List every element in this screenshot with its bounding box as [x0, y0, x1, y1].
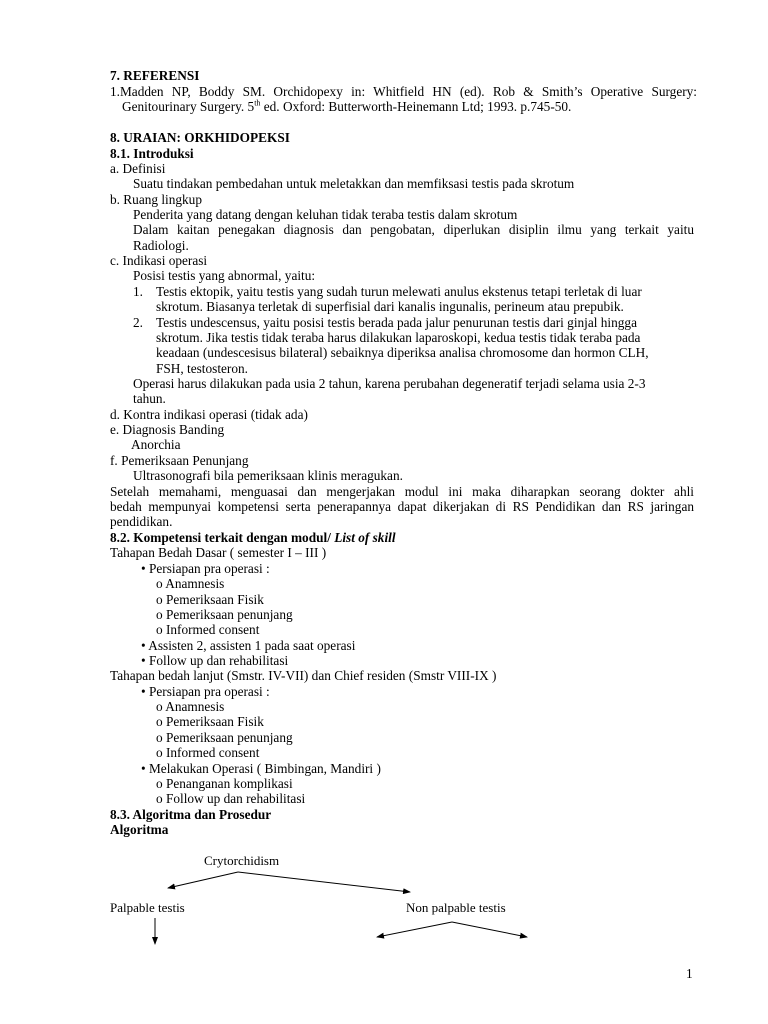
sub-item-informed-consent-2: o Informed consent — [156, 745, 260, 760]
bullet-persiapan-1: • Persiapan pra operasi : — [141, 561, 270, 576]
subheading-algoritma: Algoritma — [110, 822, 169, 837]
list-item-2b: skrotum. Jika testis tidak teraba harus dilakukan laparoskopi, kedua testis tidak teraba pada — [156, 330, 641, 345]
section-heading-referensi: 7. REFERENSI — [110, 68, 200, 83]
text-operasi-a: Operasi harus dilakukan pada usia 2 tahun, karena perubahan degeneratif terjadi selama usia 2-3 — [133, 376, 646, 391]
arrow-non-palpable-right — [452, 922, 527, 937]
text-ruang-lingkup-2b: Radiologi. — [133, 238, 189, 253]
subheading-kompetensi: 8.2. Kompetensi terkait dengan modul/ List of skill — [110, 530, 396, 545]
label-diagnosis-banding: e. Diagnosis Banding — [110, 422, 225, 437]
sub-item-pemeriksaan-penunjang-2: o Pemeriksaan penunjang — [156, 730, 293, 745]
bullet-follow-up-1: • Follow up dan rehabilitasi — [141, 653, 289, 668]
bullet-persiapan-2: • Persiapan pra operasi : — [141, 684, 270, 699]
label-pemeriksaan-penunjang: f. Pemeriksaan Penunjang — [110, 453, 249, 468]
tahapan-bedah-dasar: Tahapan Bedah Dasar ( semester I – III ) — [110, 545, 327, 560]
page-number: 1 — [686, 966, 693, 981]
sub-item-follow-up-2: o Follow up dan rehabilitasi — [156, 791, 306, 806]
node-crytorchidism: Crytorchidism — [204, 853, 280, 868]
sub-item-anamnesis-1: o Anamnesis — [156, 576, 225, 591]
sub-item-penanganan-komplikasi: o Penanganan komplikasi — [156, 776, 293, 791]
node-non-palpable-testis: Non palpable testis — [406, 900, 506, 915]
list-item-1b: skrotum. Biasanya terletak di superfisial dari kanalis ingunalis, perineum atau prepubik. — [156, 299, 624, 314]
label-ruang-lingkup: b. Ruang lingkup — [110, 192, 202, 207]
text-operasi-b: tahun. — [133, 391, 166, 406]
closing-paragraph-a: Setelah memahami, menguasai dan mengerjakan modul ini maka diharapkan seorang dokter ahli — [110, 484, 694, 499]
label-indikasi: c. Indikasi operasi — [110, 253, 208, 268]
bullet-melakukan-operasi: • Melakukan Operasi ( Bimbingan, Mandiri ) — [141, 761, 381, 776]
list-item-2a: Testis undescensus, yaitu posisi testis berada pada jalur penurunan testis dari ginjal hingga — [156, 315, 637, 330]
reference-line-1: 1.Madden NP, Boddy SM. Orchidopexy in: Whitfield HN (ed). Rob & Smith’s Operative Surgery: — [110, 84, 697, 99]
closing-paragraph-c: pendidikan. — [110, 514, 173, 529]
reference-line-2: Genitourinary Surgery. 5th ed. Oxford: Butterworth-Heinemann Ltd; 1993. p.745-50. — [122, 98, 572, 114]
tahapan-bedah-lanjut: Tahapan bedah lanjut (Smstr. IV-VII) dan Chief residen (Smstr VIII-IX ) — [110, 668, 497, 683]
closing-paragraph-b: bedah mempunyai kompetensi serta penerapannya dapat dikerjakan di RS Pendidikan dan RS jaringan — [110, 499, 694, 514]
list-number-1: 1. — [133, 284, 143, 299]
text-indikasi: Posisi testis yang abnormal, yaitu: — [133, 268, 316, 283]
sub-item-pemeriksaan-fisik-2: o Pemeriksaan Fisik — [156, 714, 264, 729]
sub-item-anamnesis-2: o Anamnesis — [156, 699, 225, 714]
list-item-2d: FSH, testosteron. — [156, 361, 248, 376]
flowchart-arrows — [0, 840, 768, 950]
algorithm-flowchart — [0, 840, 768, 950]
arrow-root-to-non-palpable — [238, 872, 410, 892]
node-palpable-testis: Palpable testis — [110, 900, 185, 915]
label-kontra-indikasi: d. Kontra indikasi operasi (tidak ada) — [110, 407, 308, 422]
superscript-th: th — [254, 98, 261, 108]
subheading-algoritma-prosedur: 8.3. Algoritma dan Prosedur — [110, 807, 272, 822]
text-ruang-lingkup-1: Penderita yang datang dengan keluhan tidak teraba testis dalam skrotum — [133, 207, 518, 222]
text-pemeriksaan-penunjang: Ultrasonografi bila pemeriksaan klinis meragukan. — [133, 468, 403, 483]
sub-item-informed-consent-1: o Informed consent — [156, 622, 260, 637]
text-definisi: Suatu tindakan pembedahan untuk meletakkan dan memfiksasi testis pada skrotum — [133, 176, 575, 191]
text-ruang-lingkup-2a: Dalam kaitan penegakan diagnosis dan pengobatan, diperlukan disiplin ilmu yang terkait yaitu — [133, 222, 694, 237]
list-item-2c: keadaan (undescesisus bilateral) sebaiknya diperiksa analisa chromosome dan hormon CLH, — [156, 345, 649, 360]
arrow-non-palpable-left — [377, 922, 452, 937]
subheading-introduksi: 8.1. Introduksi — [110, 146, 194, 161]
label-definisi: a. Definisi — [110, 161, 166, 176]
list-item-1a: Testis ektopik, yaitu testis yang sudah turun melewati anulus ekstenus tetapi terletak di luar — [156, 284, 642, 299]
text-diagnosis-banding: Anorchia — [131, 437, 181, 452]
list-number-2: 2. — [133, 315, 143, 330]
section-heading-uraian: 8. URAIAN: ORKHIDOPEKSI — [110, 130, 290, 145]
bullet-assisten: • Assisten 2, assisten 1 pada saat operasi — [141, 638, 356, 653]
sub-item-pemeriksaan-penunjang-1: o Pemeriksaan penunjang — [156, 607, 293, 622]
arrow-root-to-palpable — [168, 872, 238, 888]
sub-item-pemeriksaan-fisik-1: o Pemeriksaan Fisik — [156, 592, 264, 607]
